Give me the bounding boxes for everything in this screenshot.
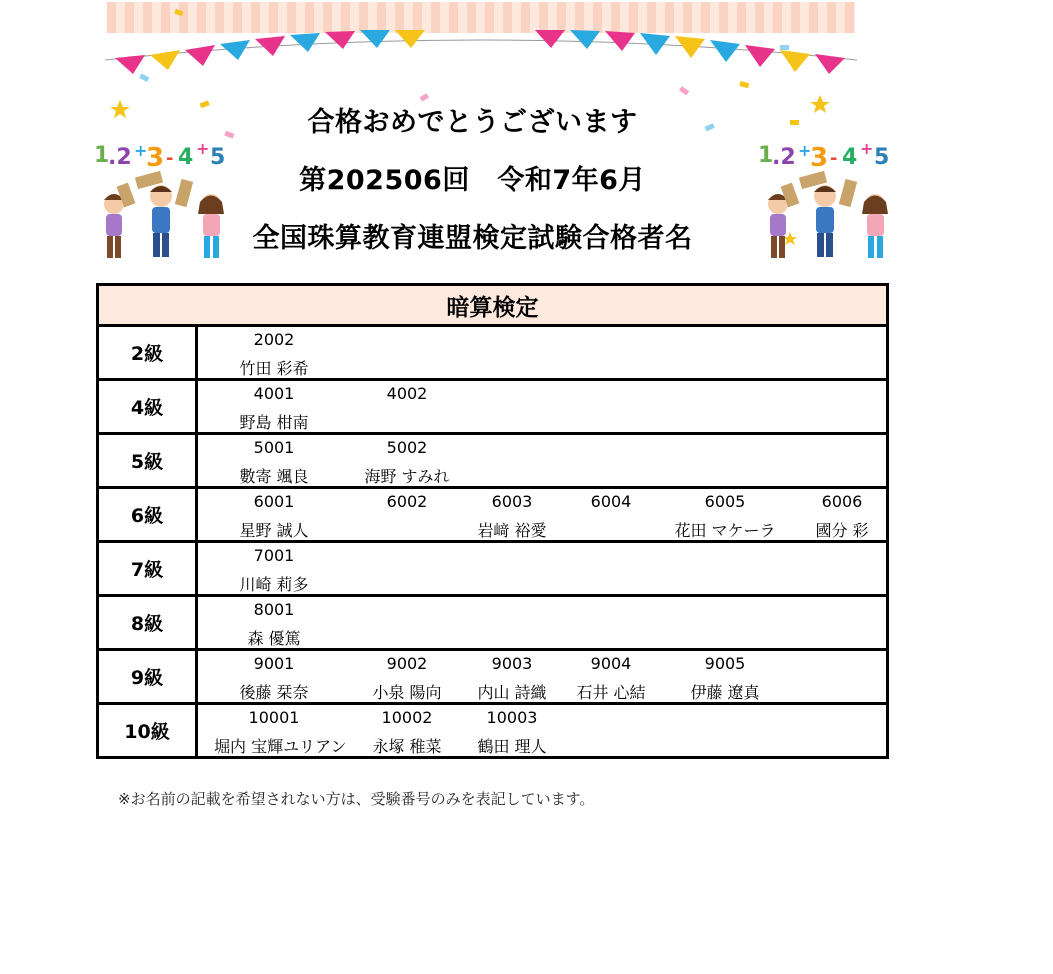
passer-name: 森 優篤 xyxy=(247,629,301,648)
grade-label: 6級 xyxy=(99,489,198,540)
table-row xyxy=(96,705,889,759)
grade-label: 10級 xyxy=(99,705,198,756)
passer-name: 竹田 彩希 xyxy=(239,359,309,378)
passer-name: 小泉 陽向 xyxy=(372,683,442,702)
passer-name: 石井 心結 xyxy=(576,683,646,702)
passer-name: 後藤 栞奈 xyxy=(239,683,309,702)
passer-name: 堀内 宝輝ユリアン xyxy=(214,737,347,756)
passer-name: 内山 詩織 xyxy=(477,683,547,702)
entry-cell xyxy=(214,543,334,594)
entry-cell xyxy=(665,489,785,540)
exam-number: 6006 xyxy=(821,492,863,511)
exam-number: 4002 xyxy=(386,384,428,403)
svg-text:+: + xyxy=(134,141,148,160)
passer-name: 伊藤 遼真 xyxy=(690,683,760,702)
svg-text:5: 5 xyxy=(874,145,890,170)
svg-text:5: 5 xyxy=(210,145,226,170)
passer-name: 海野 すみれ xyxy=(364,467,450,486)
table-row xyxy=(96,651,889,705)
entry-cell xyxy=(214,435,334,486)
svg-text:1: 1 xyxy=(94,143,110,168)
exam-number: 6005 xyxy=(704,492,746,511)
exam-number: 10001 xyxy=(248,708,300,727)
entry-cell xyxy=(214,597,334,648)
exam-number: 9005 xyxy=(704,654,746,673)
exam-number: 4001 xyxy=(253,384,295,403)
exam-number: 2002 xyxy=(253,330,295,349)
table-row xyxy=(96,381,889,435)
table-row xyxy=(96,543,889,597)
passer-name: 川崎 莉多 xyxy=(239,575,309,594)
svg-text:+: + xyxy=(798,141,812,160)
grade-label: 4級 xyxy=(99,381,198,432)
entry-cell xyxy=(452,705,572,756)
svg-text:-: - xyxy=(830,148,838,169)
grade-label: 2級 xyxy=(99,327,198,378)
exam-session-heading: 第202506回 令和7年6月 xyxy=(299,165,646,196)
entry-cell xyxy=(214,381,334,432)
grade-label: 7級 xyxy=(99,543,198,594)
exam-number: 7001 xyxy=(253,546,295,565)
svg-text:+: + xyxy=(196,139,210,158)
passer-name: 數寄 颯良 xyxy=(239,467,309,486)
svg-text:3: 3 xyxy=(146,143,165,173)
entry-cell xyxy=(347,651,467,702)
exam-number: 10002 xyxy=(381,708,433,727)
exam-number: 6004 xyxy=(590,492,632,511)
grade-label: 5級 xyxy=(99,435,198,486)
results-table xyxy=(96,283,889,759)
passer-name: 野島 柑南 xyxy=(239,413,309,432)
passer-name: 鶴田 理人 xyxy=(477,737,547,756)
entry-cell xyxy=(347,705,467,756)
entry-cell xyxy=(214,489,334,540)
exam-title-heading: 全国珠算教育連盟検定試験合格者名 xyxy=(252,223,693,254)
grade-label: 9級 xyxy=(99,651,198,702)
svg-text:4: 4 xyxy=(178,145,194,170)
entry-cell xyxy=(347,435,467,486)
exam-number: 5001 xyxy=(253,438,295,457)
passer-name: 國分 彩 xyxy=(815,521,869,540)
exam-number: 10003 xyxy=(486,708,538,727)
entry-cell xyxy=(214,705,347,756)
entry-cell xyxy=(214,651,334,702)
exam-number: 6002 xyxy=(386,492,428,511)
entry-cell xyxy=(551,651,671,702)
exam-number: 5002 xyxy=(386,438,428,457)
passer-name: 星野 誠人 xyxy=(239,521,309,540)
exam-number: 9001 xyxy=(253,654,295,673)
exam-number: 9004 xyxy=(590,654,632,673)
svg-text:1: 1 xyxy=(758,143,774,168)
exam-number: 9002 xyxy=(386,654,428,673)
table-title: 暗算検定 xyxy=(96,283,889,327)
svg-text:3: 3 xyxy=(810,143,829,173)
footnote: ※お名前の記載を希望されない方は、受験番号のみを表記しています。 xyxy=(118,790,595,808)
grade-label: 8級 xyxy=(99,597,198,648)
exam-number: 6001 xyxy=(253,492,295,511)
kids-abacus-illustration-right xyxy=(750,134,920,269)
passer-name: 花田 マケーラ xyxy=(674,521,776,540)
svg-text:4: 4 xyxy=(842,145,858,170)
entry-cell xyxy=(782,489,902,540)
passer-name: 岩﨑 裕愛 xyxy=(477,521,547,540)
table-row xyxy=(96,597,889,651)
svg-text:.2: .2 xyxy=(772,145,796,170)
table-row xyxy=(96,435,889,489)
table-row xyxy=(96,489,889,543)
passer-name: 永塚 稚菜 xyxy=(372,737,442,756)
svg-text:.2: .2 xyxy=(108,145,132,170)
entry-cell xyxy=(347,381,467,432)
exam-number: 9003 xyxy=(491,654,533,673)
svg-text:-: - xyxy=(166,148,174,169)
exam-number: 6003 xyxy=(491,492,533,511)
entry-cell xyxy=(665,651,785,702)
kids-abacus-illustration-left xyxy=(86,134,256,269)
exam-number: 8001 xyxy=(253,600,295,619)
congrats-heading: 合格おめでとうございます xyxy=(307,107,638,138)
entry-cell xyxy=(551,489,671,540)
table-row xyxy=(96,327,889,381)
svg-text:+: + xyxy=(860,139,874,158)
entry-cell xyxy=(214,327,334,378)
entry-cell xyxy=(347,489,467,540)
